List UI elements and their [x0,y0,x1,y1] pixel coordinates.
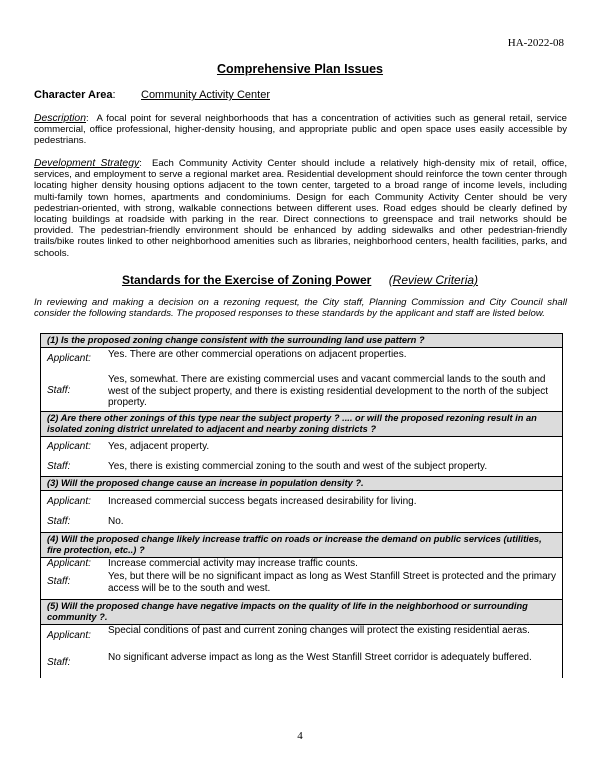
character-area-value: Community Activity Center [141,89,270,101]
standards-intro: In reviewing and making a decision on a rezoning request, the City staff, Planning Commission and City Council shall consider the following standards. The proposed responses to these standards by the applicant and staff are listed below. [34,297,567,320]
standards-subtitle: (Review Criteria) [388,273,479,287]
staff-response: Yes, but there will be no significant impact as long as West Stanfill Street is protected and the primary access will be to the south and west. [108,571,557,594]
description-text: A focal point for several neighborhoods that has a concentration of activities such as general retail, service commercial, office professional, higher-density housing, and appropriate public and open space uses easily accessible by pedestrians. [34,113,567,147]
standards-title: Standards for the Exercise of Zoning Power [121,273,372,287]
criterion-question: (5) Will the proposed change have negative impacts on the quality of life in the neighborhood or surrounding community ?. [41,599,562,625]
staff-response: Yes, somewhat. There are existing commercial uses and vacant commercial lands to the south and west of the subject property, and there is existing residential development to the north of the subject property. [108,374,549,409]
applicant-label: Applicant: [47,441,91,452]
review-criteria-table [40,333,563,678]
applicant-response: Increase commercial activity may increase traffic counts. [108,558,358,569]
applicant-response: Yes. There are other commercial operations on adjacent properties. [108,349,407,360]
applicant-response: Increased commercial success begats increased desirability for living. [108,496,417,507]
description-paragraph [34,113,567,147]
document-number: HA-2022-08 [507,37,564,49]
applicant-label: Applicant: [47,353,91,364]
development-strategy-text: Each Community Activity Center should include a relatively high-density mix of retail, office, services, and employment to serve a regional market area. Residential development should reinforce the town center through locating higher density housing options adjacent to the town center, targeted to a broad range of income levels, including multi-family town homes, apartments and condominiums. Design for each Community Activity Center should be very pedestrian-oriented, with strong, walkable connections between different uses. Road edges should be clearly defined by locating buildings at roadside with parking in the rear. Direct connections to greenspace and trail networks should be provided. The pedestrian-friendly environment should be enhanced by adding sidewalks and other pedestrian-friendly trails/bike routes linked to other neighborhood amenities such as libraries, neighborhood centers, health facilities, parks, and schools. [34,158,567,259]
description-colon: : [85,113,97,124]
character-area [34,89,270,101]
staff-label: Staff: [47,576,71,587]
description-label: Description [34,113,86,124]
staff-response: Yes, there is existing commercial zoning to the south and west of the subject property. [108,461,488,472]
applicant-label: Applicant: [47,630,91,641]
criterion-question: (4) Will the proposed change likely increase traffic on roads or increase the demand on public services (utilities, fire protection, etc..) ? [41,532,562,558]
staff-label: Staff: [47,657,71,668]
page-number: 4 [297,730,303,742]
page-title [0,62,600,76]
staff-response: No. [108,516,124,527]
criterion-question: (3) Will the proposed change cause an increase in population density ?. [41,476,562,491]
character-area-colon: : [112,89,116,101]
applicant-response: Yes, adjacent property. [108,441,210,452]
page-title-text: Comprehensive Plan Issues [216,62,384,76]
character-area-label: Character Area [34,89,113,101]
staff-label: Staff: [47,516,71,527]
development-strategy-paragraph [34,158,567,259]
standards-heading [0,273,600,287]
staff-response: No significant adverse impact as long as the West Stanfill Street corridor is adequately buffered. [108,652,532,663]
staff-label: Staff: [47,385,71,396]
criterion-question: (1) Is the proposed zoning change consistent with the surrounding land use pattern ? [41,334,562,348]
development-strategy-label: Development Strategy [34,158,140,169]
criterion-question: (2) Are there other zonings of this type near the subject property ? .... or will the proposed rezoning result in an isolated zoning district unrelated to adjacent and nearby zoning districts ? [41,411,562,437]
staff-label: Staff: [47,461,71,472]
applicant-label: Applicant: [47,558,91,569]
applicant-response: Special conditions of past and current zoning changes will protect the existing residential aeras. [108,625,530,636]
development-strategy-colon: : [139,158,152,169]
applicant-label: Applicant: [47,496,91,507]
